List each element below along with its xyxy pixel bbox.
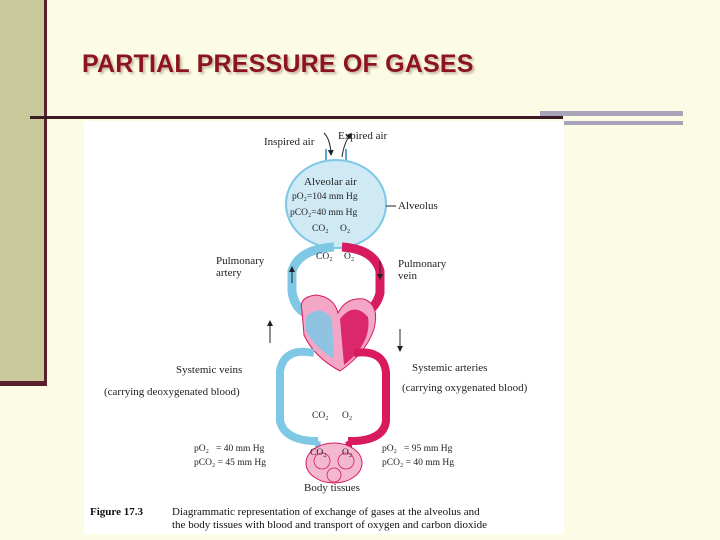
alveolus-co2-label: CO₂ (312, 224, 329, 234)
alveolus-o2-label: O₂ (340, 224, 351, 234)
tissue-top-o2-label: O₂ (342, 411, 353, 421)
systemic-veins-label: Systemic veins (176, 364, 243, 376)
gas-exchange-diagram (84, 121, 564, 534)
alveolar-air-label: Alveolar air (304, 176, 357, 188)
title-divider (30, 116, 563, 119)
slide-title: PARTIAL PRESSURE OF GASES (82, 50, 474, 78)
decor-rule-bottom (560, 121, 683, 125)
left-decor-edge (44, 0, 47, 385)
pulmonary-vein-label: Pulmonary (398, 258, 447, 270)
alveolus-sac (286, 160, 386, 248)
tissue-top-co2-label: CO₂ (312, 411, 329, 421)
venous-pco2-label: pCO₂ = 45 mm Hg (194, 458, 267, 468)
alveolar-pco2-label: pCO₂=40 mm Hg (290, 208, 358, 218)
systemic-vein-vessel (280, 352, 318, 441)
systemic-arteries-label: Systemic arteries (412, 362, 488, 374)
arterial-po2-label: pO₂ = 95 mm Hg (382, 444, 453, 454)
arterial-pco2-label: pCO₂ = 40 mm Hg (382, 458, 455, 468)
deoxygenated-label: (carrying deoxygenated blood) (104, 386, 240, 398)
pulmonary-artery-label-2: artery (216, 267, 242, 279)
alveolar-po2-label: pO₂=104 mm Hg (292, 192, 358, 202)
tissue-o2-label: O₂ (342, 448, 353, 458)
expired-air-label: Expired air (338, 130, 388, 142)
pulmonary-artery-label: Pulmonary (216, 255, 265, 267)
capillary-o2-label: O₂ (344, 252, 355, 262)
venous-po2-label: pO₂ = 40 mm Hg (194, 444, 265, 454)
pulmonary-vein-label-2: vein (398, 270, 417, 282)
figure-caption-line1: Diagrammatic representation of exchange of gases at the alveolus and (172, 506, 480, 518)
figure-caption-line2: the body tissues with blood and transport of oxygen and carbon dioxide (172, 519, 487, 531)
figure-number: Figure 17.3 (90, 506, 143, 518)
inspired-air-label: Inspired air (264, 136, 315, 148)
alveolus-label: Alveolus (398, 200, 438, 212)
systemic-artery-vessel (348, 352, 386, 441)
capillary-co2-label: CO₂ (316, 252, 333, 262)
tissue-co2-label: CO₂ (310, 448, 327, 458)
oxygenated-label: (carrying oxygenated blood) (402, 382, 528, 394)
gas-exchange-figure (84, 121, 564, 534)
decor-rule-top (540, 111, 683, 116)
left-decor-foot (0, 381, 47, 386)
left-decor-bar (0, 0, 46, 383)
body-tissues-label: Body tissues (304, 482, 360, 494)
